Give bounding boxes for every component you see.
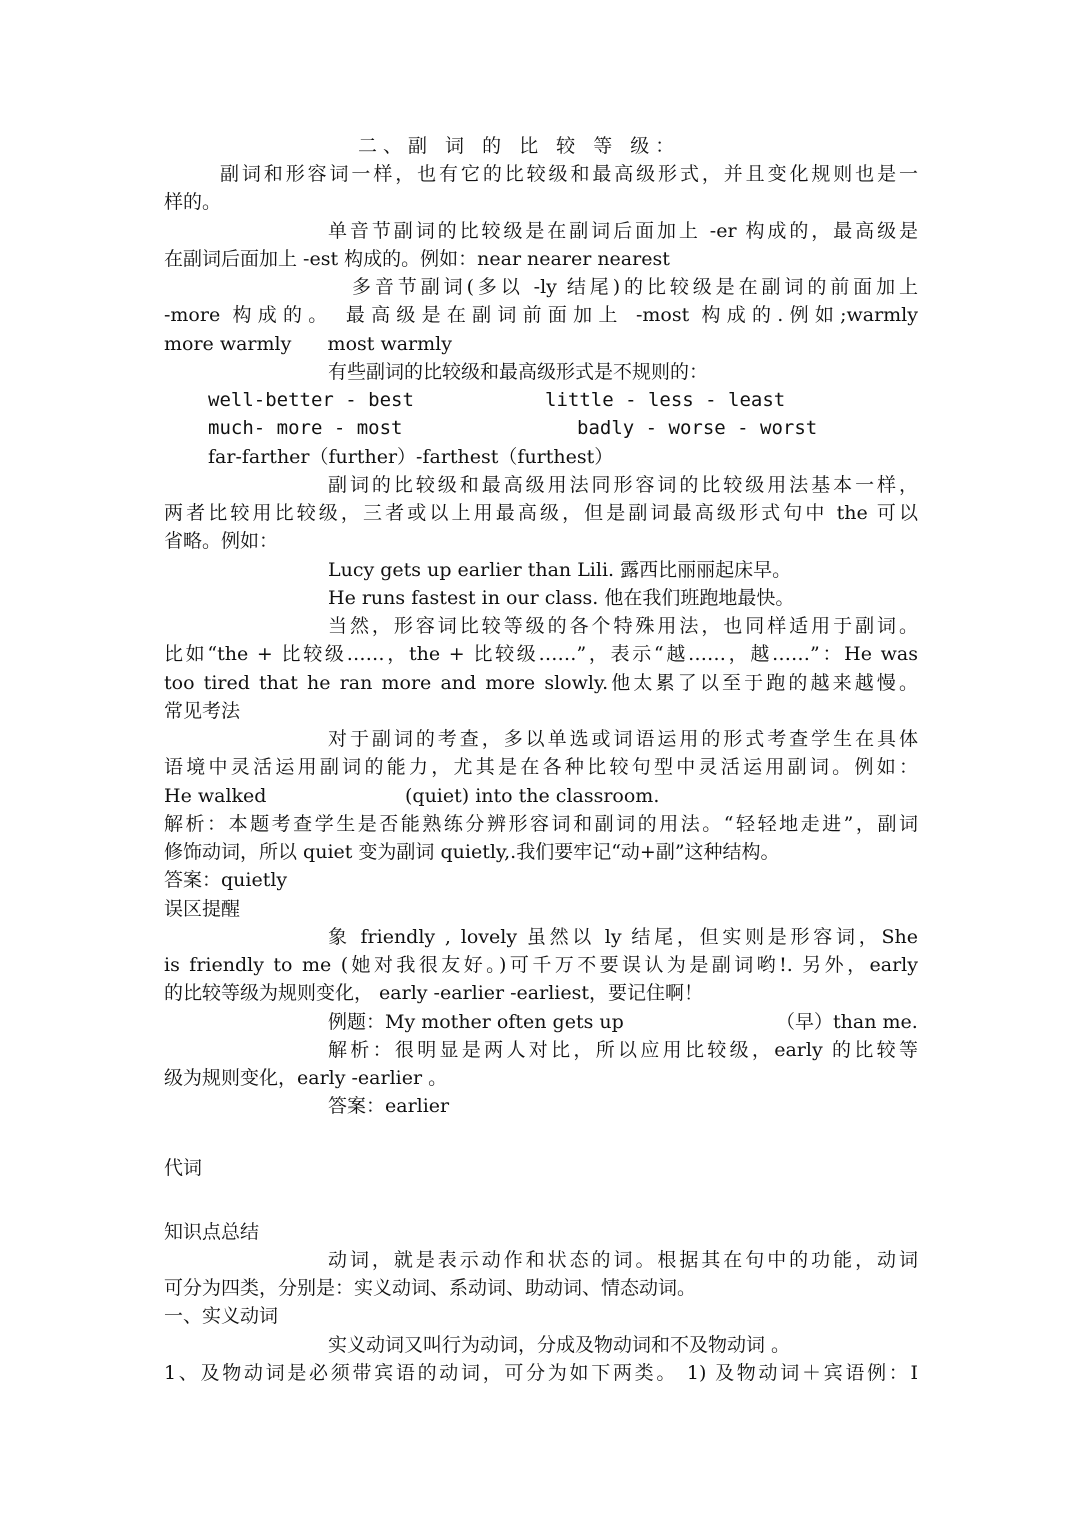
paragraph-line: 有些副词的比较级和最高级形式是不规则的： <box>328 361 709 383</box>
paragraph-line: 副词的比较级和最高级用法同形容词的比较级用法基本一样， <box>328 474 918 496</box>
paragraph-line: 在副词后面加上 -est 构成的。例如：near nearer nearest <box>164 248 670 270</box>
question-text: He walked <box>164 785 267 807</box>
heading-common-tests: 常见考法 <box>164 700 241 722</box>
paragraph-line: 多音节副词(多以 -ly 结尾)的比较级是在副词的前面加上 <box>352 276 918 298</box>
irregular-form-left: much- more - most <box>208 417 403 439</box>
answer-text: 答案：earlier <box>328 1095 450 1117</box>
heading-summary: 知识点总结 <box>164 1221 260 1243</box>
paragraph-line: 实义动词又叫行为动词，分成及物动词和不及物动词 。 <box>328 1334 791 1356</box>
paragraph-line: 样的。 <box>164 191 222 213</box>
heading-pronoun: 代词 <box>164 1157 203 1179</box>
question-text: (quiet) into the classroom. <box>405 785 660 807</box>
heading-mistake-reminder: 误区提醒 <box>164 898 241 920</box>
section-title: 二、副 词 的 比 较 等 级： <box>358 135 681 157</box>
answer-text: 答案：quietly <box>164 869 288 891</box>
analysis-line: 修饰动词，所以 quiet 变为副词 quietly,.我们要牢记“动+副”这种结构。 <box>164 841 780 863</box>
example-question: （早）than me. <box>776 1011 918 1033</box>
irregular-form-left: far-farther（further）-farthest（furthest） <box>208 446 614 468</box>
example-question: 例题：My mother often gets up <box>328 1011 624 1033</box>
analysis-line: 解析：本题考查学生是否能熟练分辨形容词和副词的用法。“轻轻地走进”，副词 <box>164 813 918 835</box>
paragraph-line: 对于副词的考查，多以单选或词语运用的形式考查学生在具体 <box>328 728 918 750</box>
paragraph-line: 比如“the + 比较级……，the + 比较级……”，表示“越……，越……”：He was <box>164 643 918 665</box>
paragraph-line: 当然，形容词比较等级的各个特殊用法，也同样适用于副词。 <box>328 615 918 637</box>
paragraph-line: 省略。例如： <box>164 530 279 552</box>
example-sentence: He runs fastest in our class. 他在我们班跑地最快。 <box>328 587 795 609</box>
paragraph-line: 动词，就是表示动作和状态的词。根据其在句中的功能，动词 <box>328 1249 918 1271</box>
paragraph-line: 两者比较用比较级，三者或以上用最高级，但是副词最高级形式句中 the 可以 <box>164 502 918 524</box>
paragraph-line: 的比较等级为规则变化， early -earlier -earliest，要记住啊！ <box>164 982 703 1004</box>
paragraph-line: 可分为四类，分别是：实义动词、系动词、助动词、情态动词。 <box>164 1277 697 1299</box>
irregular-form-right: badly - worse - worst <box>577 417 818 439</box>
irregular-form-left: well-better - best <box>208 389 414 411</box>
analysis-line: 解析：很明显是两人对比，所以应用比较级，early 的比较等 <box>328 1039 918 1061</box>
heading-section-1: 一、实义动词 <box>164 1305 279 1327</box>
paragraph-line: 语境中灵活运用副词的能力，尤其是在各种比较句型中灵活运用副词。例如： <box>164 756 918 778</box>
irregular-form-right: little - less - least <box>545 389 786 411</box>
paragraph-line: -more 构成的。 最高级是在副词前面加上 -most 构成的.例如;warmly <box>164 304 918 326</box>
paragraph-line: 单音节副词的比较级是在副词后面加上 -er 构成的，最高级是 <box>328 220 918 242</box>
paragraph-line: 1、及物动词是必须带宾语的动词，可分为如下两类。 1) 及物动词＋宾语例：I <box>164 1362 918 1384</box>
paragraph-line: 副词和形容词一样，也有它的比较级和最高级形式，并且变化规则也是一 <box>220 163 918 185</box>
paragraph-line: is friendly to me (她对我很友好。)可千万不要误认为是副词哟!. 另外，early <box>164 954 918 976</box>
paragraph-line: 象 friendly , lovely 虽然以 ly 结尾，但实则是形容词，She <box>328 926 918 948</box>
paragraph-line: more warmly most warmly <box>164 333 452 355</box>
analysis-line: 级为规则变化，early -earlier 。 <box>164 1067 448 1089</box>
paragraph-line: too tired that he ran more and more slowly.他太累了以至于跑的越来越慢。 <box>164 672 918 694</box>
example-sentence: Lucy gets up earlier than Lili. 露西比丽丽起床早。 <box>328 559 792 581</box>
